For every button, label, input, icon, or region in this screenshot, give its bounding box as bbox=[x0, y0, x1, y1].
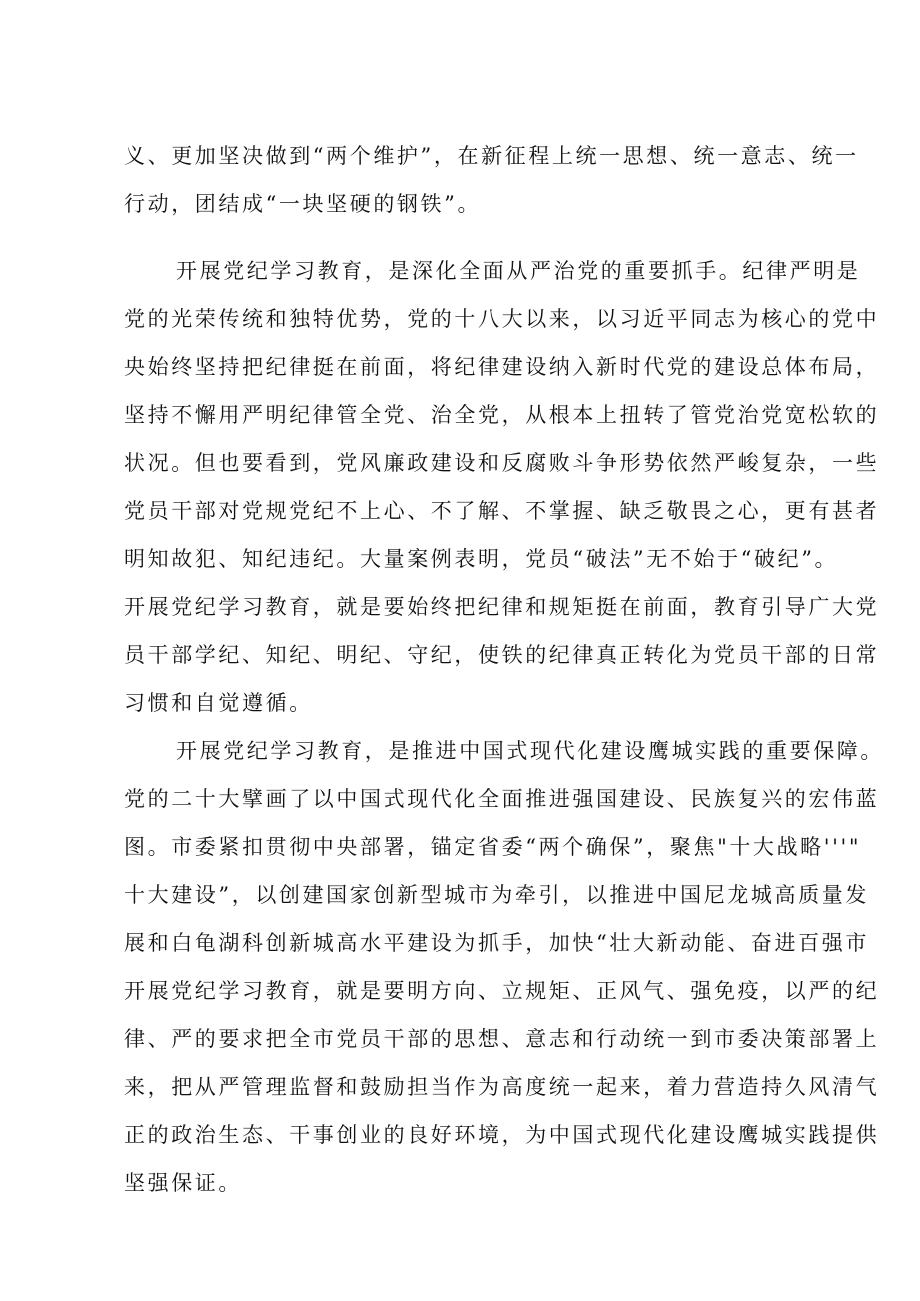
paragraph-line: 央始终坚持把纪律挺在前面，将纪律建设纳入新时代党的建设总体布局， bbox=[124, 355, 880, 379]
paragraph-line: 来，把从严管理监督和鼓励担当作为高度统一起来，着力营造持久风清气 bbox=[124, 1075, 880, 1099]
paragraph-line: 正的政治生态、干事创业的良好环境，为中国式现代化建设鹰城实践提供 bbox=[124, 1123, 880, 1147]
paragraph-line: 开展党纪学习教育，就是要明方向、立规矩、正风气、强免疫，以严的纪 bbox=[124, 979, 880, 1003]
paragraph-line: 明知故犯、知纪违纪。大量案例表明，党员“破法”无不始于“破纪”。 bbox=[124, 547, 839, 571]
paragraph-line: 开展党纪学习教育，就是要始终把纪律和规矩挺在前面，教育引导广大党 bbox=[124, 595, 880, 619]
paragraph-line: 展和白龟湖科创新城高水平建设为抓手，加快“壮大新动能、奋进百强市 bbox=[124, 931, 869, 955]
paragraph-line: 党的光荣传统和独特优势，党的十八大以来，以习近平同志为核心的党中 bbox=[124, 307, 880, 331]
paragraph-line: 状况。但也要看到，党风廉政建设和反腐败斗争形势依然严峻复杂，一些 bbox=[124, 451, 880, 475]
paragraph-line: 员干部学纪、知纪、明纪、守纪，使铁的纪律真正转化为党员干部的日常 bbox=[124, 643, 880, 667]
paragraph-line: 图。市委紧扣贯彻中央部署，锚定省委“两个确保”，聚焦"十大战略'''" bbox=[124, 835, 862, 859]
paragraph-line: 坚强保证。 bbox=[124, 1171, 242, 1195]
paragraph-line: 义、更加坚决做到“两个维护”，在新征程上统一思想、统一意志、统一 bbox=[124, 144, 859, 168]
paragraph-line: 行动，团结成“一块坚硬的钢铁”。 bbox=[124, 192, 482, 216]
paragraph-line: 开展党纪学习教育，是推进中国式现代化建设鹰城实践的重要保障。 bbox=[176, 739, 884, 763]
paragraph-line: 党员干部对党规党纪不上心、不了解、不掌握、缺乏敬畏之心，更有甚者 bbox=[124, 499, 880, 523]
paragraph-line: 律、严的要求把全市党员干部的思想、意志和行动统一到市委决策部署上 bbox=[124, 1027, 880, 1051]
paragraph-line: 开展党纪学习教育，是深化全面从严治党的重要抓手。纪律严明是 bbox=[176, 259, 861, 283]
paragraph-line: 党的二十大擘画了以中国式现代化全面推进强国建设、民族复兴的宏伟蓝 bbox=[124, 787, 880, 811]
paragraph-line: 坚持不懈用严明纪律管全党、治全党，从根本上扭转了管党治党宽松软的 bbox=[124, 403, 880, 427]
paragraph-line: 习惯和自觉遵循。 bbox=[124, 691, 313, 715]
paragraph-line: 十大建设”，以创建国家创新型城市为牵引，以推进中国尼龙城高质量发 bbox=[124, 883, 869, 907]
